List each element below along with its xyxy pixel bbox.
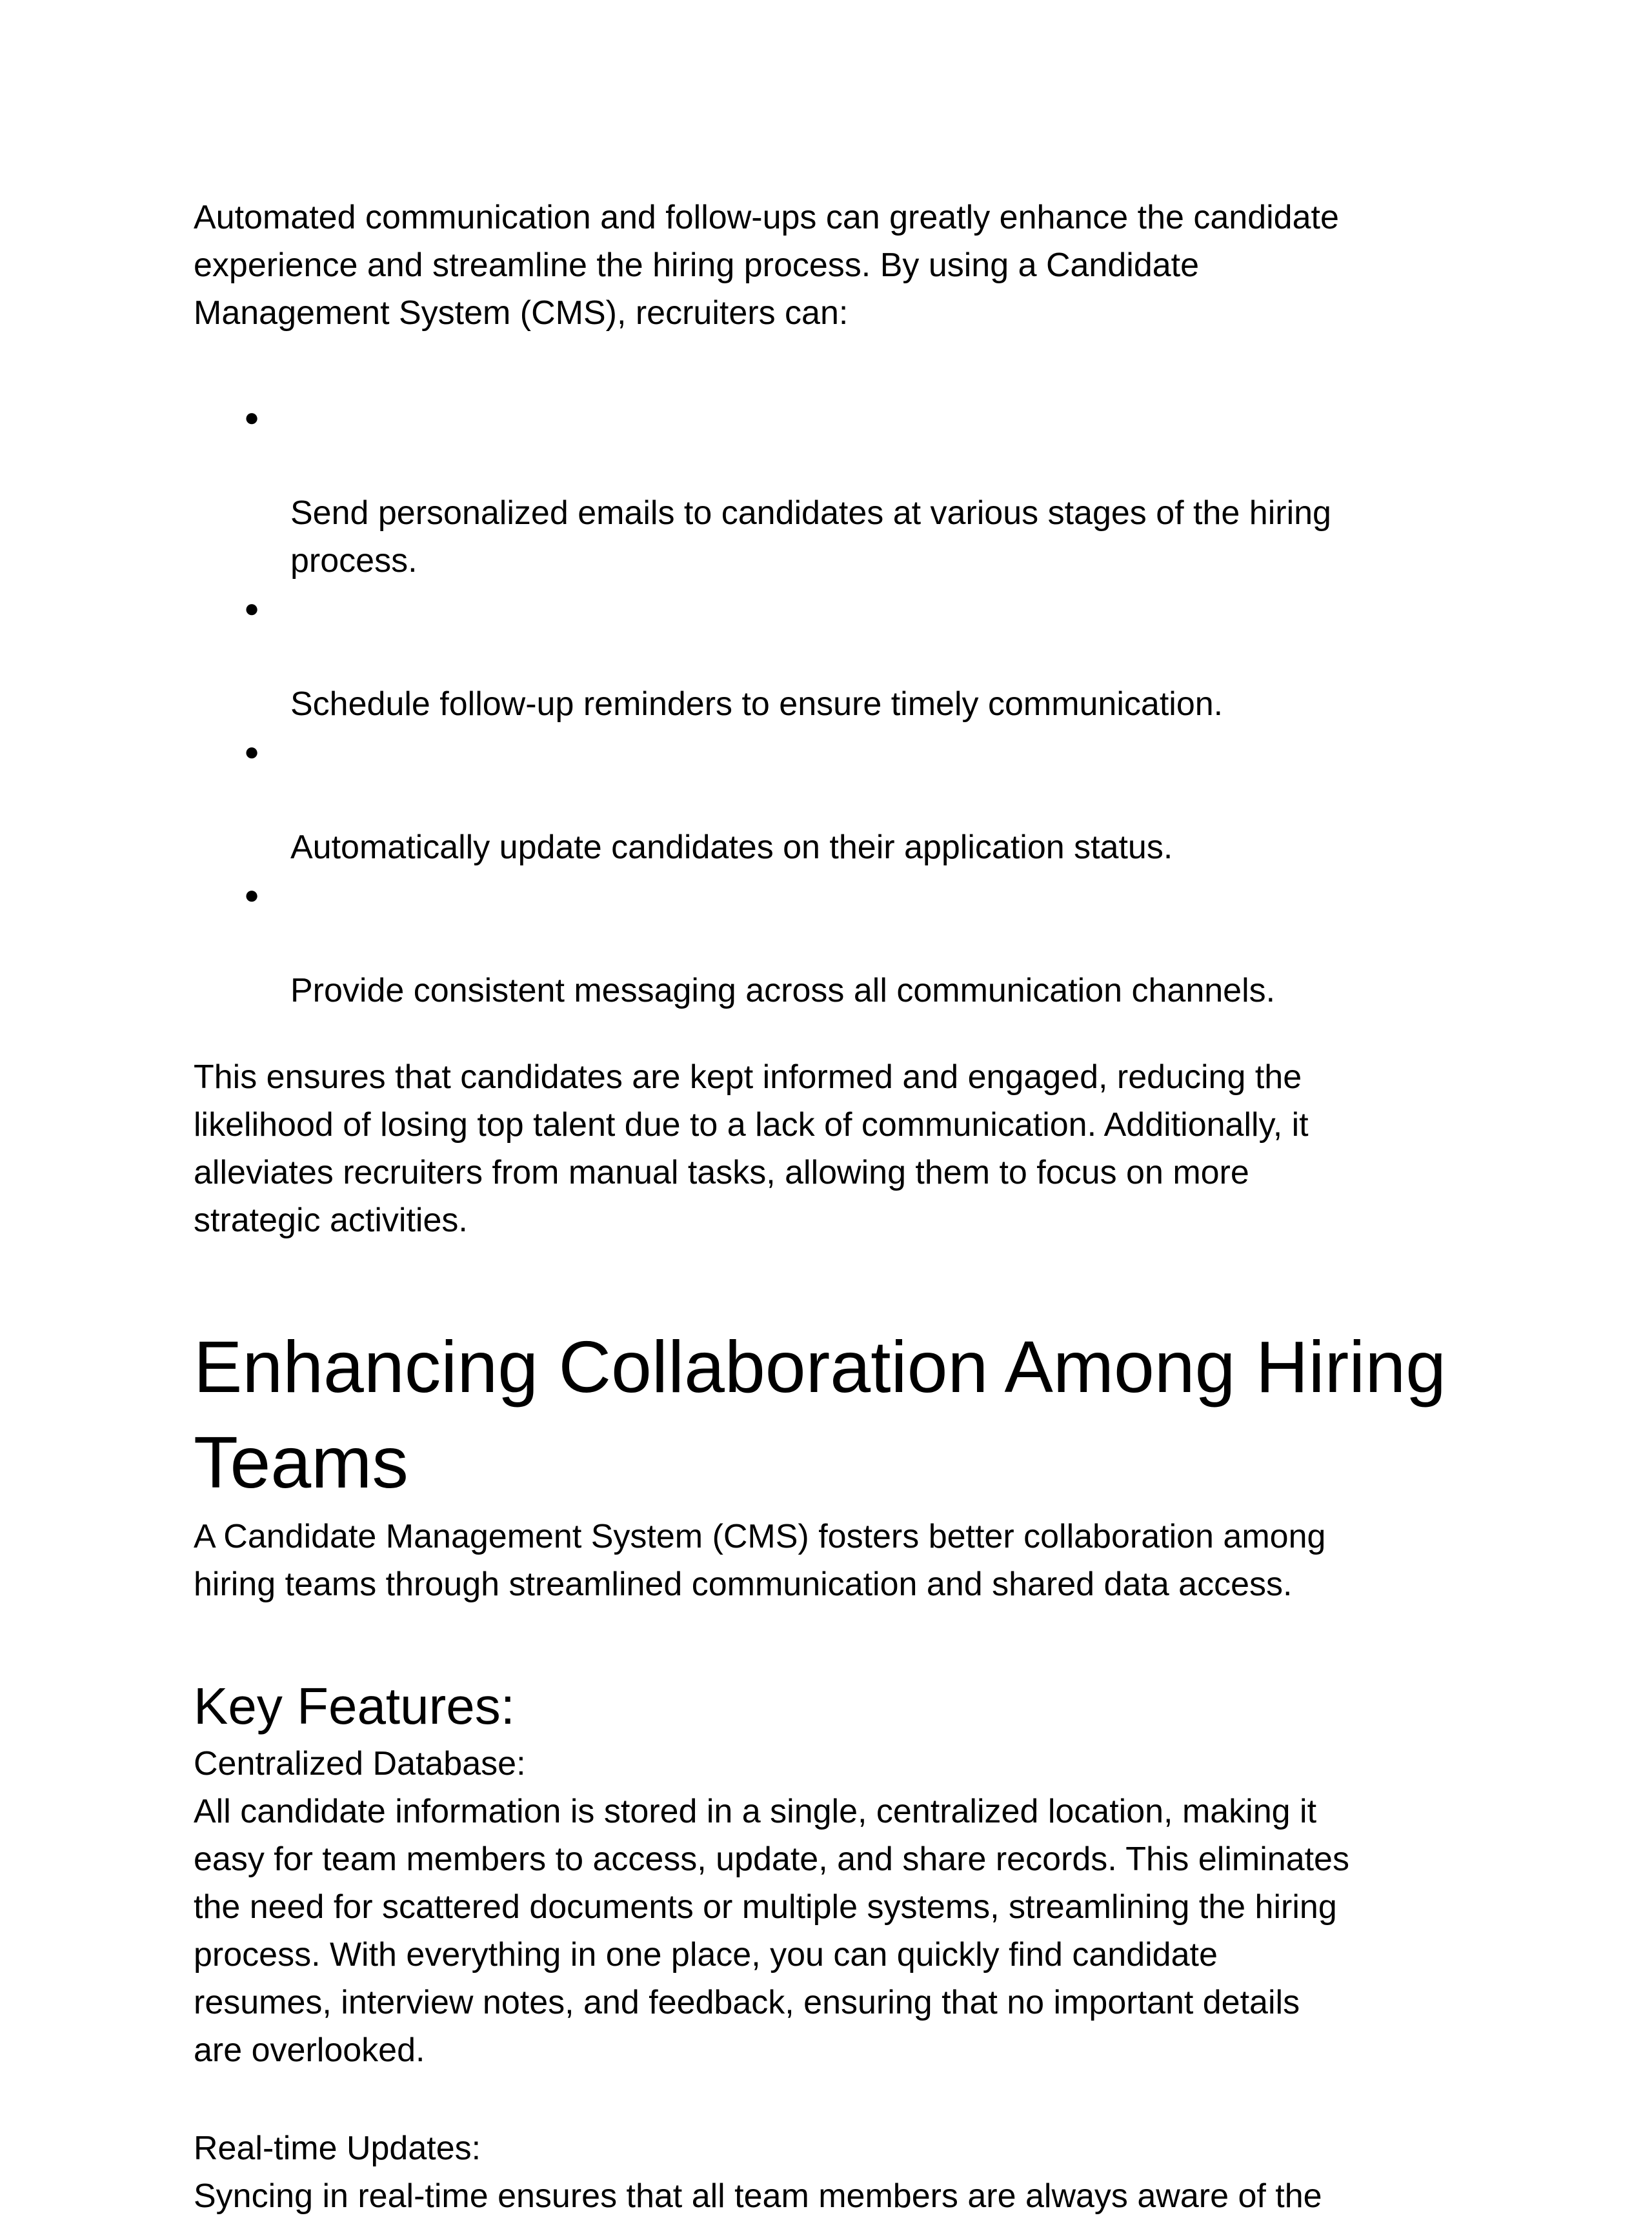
list-item-text: Provide consistent messaging across all communication channels. <box>290 972 1276 1009</box>
list-item <box>194 871 1458 1014</box>
bullet-icon: ● <box>244 594 260 623</box>
feature-text-real-time-updates: Syncing in real-time ensures that all team members are always aware of the <box>194 2177 1322 2215</box>
bullet-icon: ● <box>244 881 260 909</box>
intro-paragraph: Automated communication and follow-ups can greatly enhance the candidate experience and streamline the hiring process. By using a Candidate Management System (CMS), recruiters can: <box>194 199 1339 332</box>
key-features-heading: Key Features: <box>194 1677 516 1735</box>
feature-text-centralized-database: All candidate information is stored in a single, centralized location, making it easy for team members to access, update, and share records. This eliminates the need for scattered documents or multiple systems, streamlining the hiring process. With everything in one place, you can quickly find candidate resumes, interview notes, and feedback, ensuring that no important details are overlooked. <box>194 1793 1349 2069</box>
document-page <box>194 194 1458 2220</box>
list-item-text: Automatically update candidates on their application status. <box>290 829 1173 866</box>
bullet-icon: ● <box>244 738 260 766</box>
benefits-list <box>194 394 1458 1014</box>
feature-label-centralized-database: Centralized Database: <box>194 1745 526 1782</box>
list-item-text: Schedule follow-up reminders to ensure timely communication. <box>290 685 1224 723</box>
list-item <box>194 585 1458 728</box>
list-item <box>194 728 1458 871</box>
summary-paragraph: This ensures that candidates are kept informed and engaged, reducing the likelihood of losing top talent due to a lack of communication. Additionally, it alleviates recruiters from manual tasks, allowing them to focus on more strategic activities. <box>194 1058 1309 1239</box>
section-heading: Enhancing Collaboration Among Hiring Teams <box>194 1326 1447 1503</box>
list-item <box>194 394 1458 585</box>
list-item-text: Send personalized emails to candidates at various stages of the hiring process. <box>290 494 1331 580</box>
feature-label-real-time-updates: Real-time Updates: <box>194 2130 481 2167</box>
bullet-icon: ● <box>244 403 260 432</box>
section-intro-paragraph: A Candidate Management System (CMS) fosters better collaboration among hiring teams through streamlined communication and shared data access. <box>194 1518 1326 1603</box>
